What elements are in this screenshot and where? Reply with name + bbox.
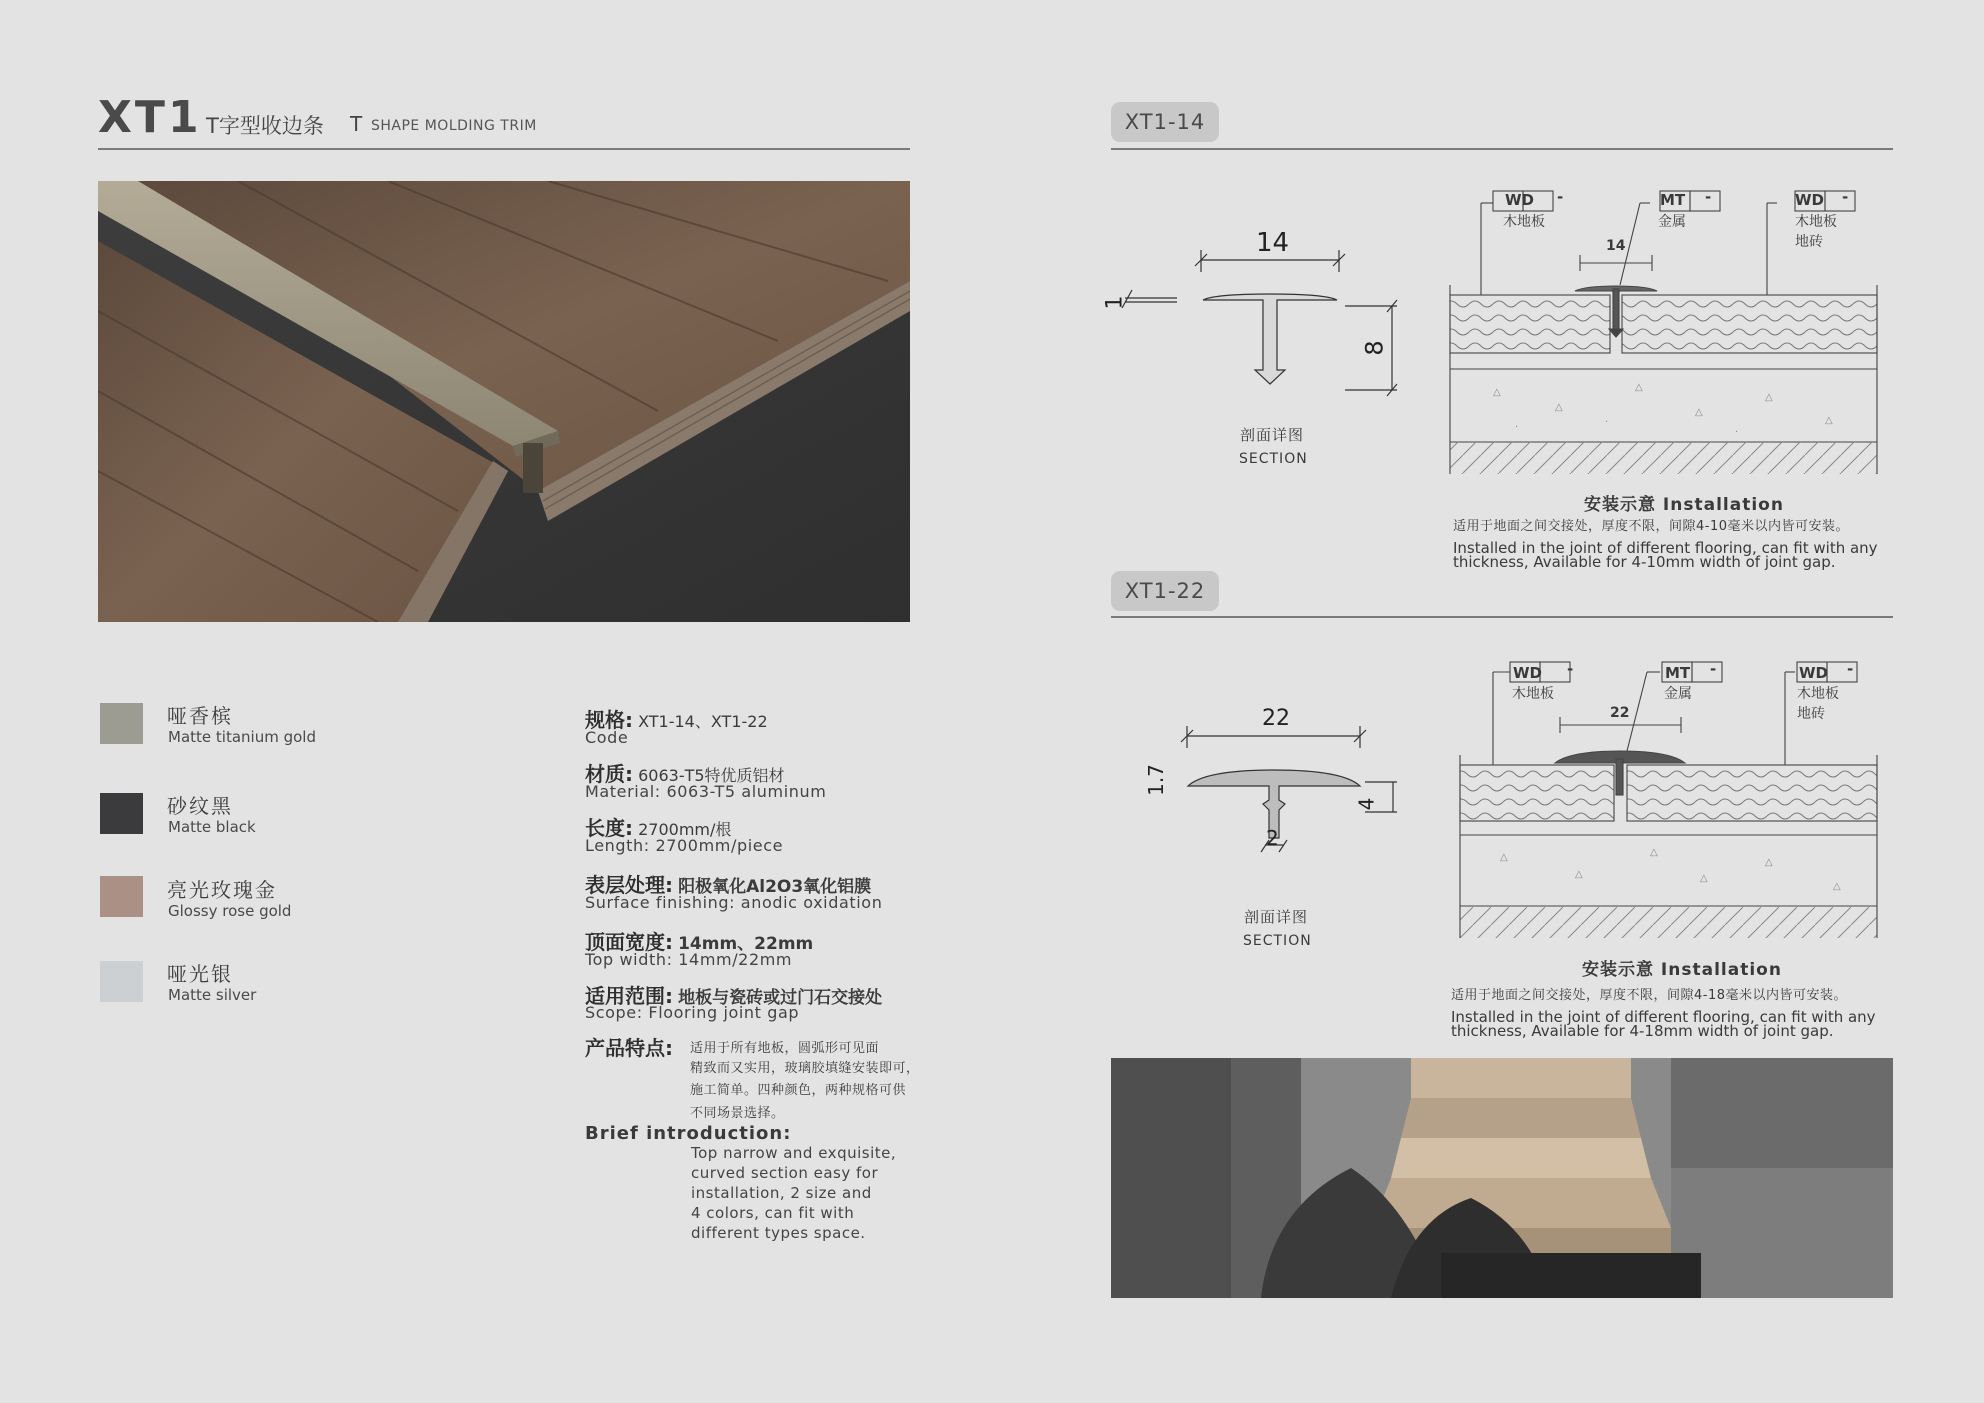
feature-line: 精致而又实用，玻璃胶填缝安装即可， xyxy=(690,1061,920,1076)
label-wood-cn: 木地板 xyxy=(1795,214,1837,230)
label-wood-cn: 木地板 xyxy=(1503,214,1545,230)
intro-line: different types space. xyxy=(691,1224,866,1242)
svg-text:△: △ xyxy=(1765,857,1773,868)
dim-top-width: 22 xyxy=(1262,706,1290,731)
installation-desc-en: thickness, Available for 4-18mm width of joint gap. xyxy=(1451,1022,1834,1040)
label-dash: - xyxy=(1847,660,1854,678)
label-tile-cn: 地砖 xyxy=(1797,706,1825,722)
spec-en: Material: 6063-T5 aluminum xyxy=(585,782,827,801)
spec-en: Top width: 14mm/22mm xyxy=(585,950,793,969)
svg-text:△: △ xyxy=(1575,869,1583,880)
color-name-cn: 哑香槟 xyxy=(167,704,233,728)
intro-line: curved section easy for xyxy=(691,1164,879,1182)
svg-text:·: · xyxy=(1515,422,1519,433)
swatch-matte-silver xyxy=(100,961,143,1002)
spec-key: 规格: xyxy=(585,708,633,732)
spec-value: 2700mm/根 xyxy=(638,820,732,839)
title-t-letter: T xyxy=(350,112,363,136)
product-title-cn: T字型收边条 xyxy=(206,114,324,138)
label-dash: - xyxy=(1567,660,1574,678)
svg-text:△: △ xyxy=(1765,392,1773,403)
label-wd: WD xyxy=(1513,664,1542,682)
spec-en: Code xyxy=(585,728,629,747)
label-dash: - xyxy=(1710,660,1717,678)
feature-line: 适用于所有地板，圆弧形可见面 xyxy=(690,1041,880,1056)
dim-top-width: 14 xyxy=(1256,228,1290,258)
svg-text:△: △ xyxy=(1825,415,1833,426)
spec-key: 产品特点: xyxy=(585,1036,673,1060)
intro-line: installation, 2 size and xyxy=(691,1184,872,1202)
dim-height: 8 xyxy=(1360,340,1389,356)
label-wood-cn: 木地板 xyxy=(1512,686,1554,702)
intro-line: Top narrow and exquisite, xyxy=(691,1144,897,1162)
installation-desc-en: Installed in the joint of different flooring, can fit with any xyxy=(1453,539,1878,557)
product-photo xyxy=(98,181,910,622)
color-name-cn: 亮光玫瑰金 xyxy=(167,878,277,902)
section-caption-en: SECTION xyxy=(1243,933,1312,949)
label-mt: MT xyxy=(1665,664,1691,682)
section-caption-en: SECTION xyxy=(1239,451,1308,467)
model-tag-xt1-14: XT1-14 xyxy=(1111,102,1219,142)
svg-text:△: △ xyxy=(1650,847,1658,858)
label-mt: MT xyxy=(1660,191,1686,209)
svg-text:·: · xyxy=(1605,417,1609,428)
spec-value: 地板与瓷砖或过门石交接处 xyxy=(678,988,883,1008)
spec-features-key xyxy=(585,1032,673,1061)
spec-value: 14mm、22mm xyxy=(678,934,814,954)
installation-desc-cn: 适用于地面之间交接处，厚度不限，间隙4-10毫米以内皆可安装。 xyxy=(1453,519,1850,534)
installation-desc-cn: 适用于地面之间交接处，厚度不限，间隙4-18毫米以内皆可安装。 xyxy=(1451,988,1848,1003)
label-wd: WD xyxy=(1799,664,1828,682)
swatch-glossy-rose-gold xyxy=(100,876,143,917)
svg-text:△: △ xyxy=(1833,881,1841,892)
section-rule xyxy=(1111,616,1893,618)
label-wd: WD xyxy=(1795,191,1824,209)
color-name-en: Matte silver xyxy=(168,986,257,1004)
svg-text:△: △ xyxy=(1700,873,1708,884)
product-code-title: XT1 xyxy=(98,92,202,143)
color-name-en: Matte black xyxy=(168,818,256,836)
spec-value: 阳极氧化Al2O3氧化铝膜 xyxy=(678,877,872,897)
spec-key: 表层处理: xyxy=(585,873,673,897)
label-dash: - xyxy=(1557,188,1564,206)
spec-value: XT1-14、XT1-22 xyxy=(638,712,768,731)
label-metal-cn: 金属 xyxy=(1658,214,1686,230)
spec-en: Scope: Flooring joint gap xyxy=(585,1003,800,1022)
feature-line: 不同场景选择。 xyxy=(690,1106,785,1121)
header-rule xyxy=(98,148,910,150)
svg-text:△: △ xyxy=(1695,407,1703,418)
label-metal-cn: 金属 xyxy=(1664,686,1692,702)
installation-desc-en: thickness, Available for 4-10mm width of joint gap. xyxy=(1453,553,1836,571)
section-rule xyxy=(1111,148,1893,150)
dim-install-width: 22 xyxy=(1610,705,1630,721)
model-tag-xt1-22: XT1-22 xyxy=(1111,571,1219,611)
spec-key: 长度: xyxy=(585,816,633,840)
section-drawing-xt1-14 xyxy=(1102,220,1405,400)
label-dash: - xyxy=(1705,188,1712,206)
installation-desc-en: Installed in the joint of different flooring, can fit with any xyxy=(1451,1008,1876,1026)
intro-heading: Brief introduction: xyxy=(585,1123,792,1144)
color-name-en: Matte titanium gold xyxy=(168,728,316,746)
section-caption-cn: 剖面详图 xyxy=(1240,426,1305,444)
swatch-matte-black xyxy=(100,793,143,834)
svg-text:△: △ xyxy=(1555,402,1563,413)
product-title-en: SHAPE MOLDING TRIM xyxy=(371,118,537,134)
svg-text:△: △ xyxy=(1500,852,1508,863)
spec-key: 适用范围: xyxy=(585,984,673,1008)
spec-key: 材质: xyxy=(585,762,633,786)
dim-thickness: 1.7 xyxy=(1143,764,1168,796)
svg-text:·: · xyxy=(1735,427,1739,438)
interior-photo xyxy=(1111,1058,1893,1298)
dim-install-width: 14 xyxy=(1606,238,1626,254)
svg-text:△: △ xyxy=(1493,387,1501,398)
intro-line: 4 colors, can fit with xyxy=(691,1204,855,1222)
svg-text:△: △ xyxy=(1635,382,1643,393)
label-wd: WD xyxy=(1505,191,1534,209)
label-wood-cn: 木地板 xyxy=(1797,686,1839,702)
label-dash: - xyxy=(1842,188,1849,206)
feature-line: 施工简单。四种颜色，两种规格可供 xyxy=(690,1083,907,1098)
spec-en: Surface finishing: anodic oxidation xyxy=(585,893,883,912)
dim-height: 4 xyxy=(1354,797,1379,811)
color-name-cn: 哑光银 xyxy=(167,962,233,986)
color-name-cn: 砂纹黑 xyxy=(167,794,233,818)
dim-web-width: 2 xyxy=(1266,826,1279,850)
spec-en: Length: 2700mm/piece xyxy=(585,836,784,855)
spec-key: 顶面宽度: xyxy=(585,930,673,954)
installation-title: 安装示意 Installation xyxy=(1582,960,1782,980)
dim-thickness: 1 xyxy=(1102,295,1128,310)
installation-title: 安装示意 Installation xyxy=(1584,495,1784,515)
swatch-matte-titanium-gold xyxy=(100,703,143,744)
spec-value: 6063-T5特优质铝材 xyxy=(638,766,785,785)
color-name-en: Glossy rose gold xyxy=(168,902,292,920)
label-tile-cn: 地砖 xyxy=(1795,234,1823,250)
section-caption-cn: 剖面详图 xyxy=(1244,908,1309,926)
